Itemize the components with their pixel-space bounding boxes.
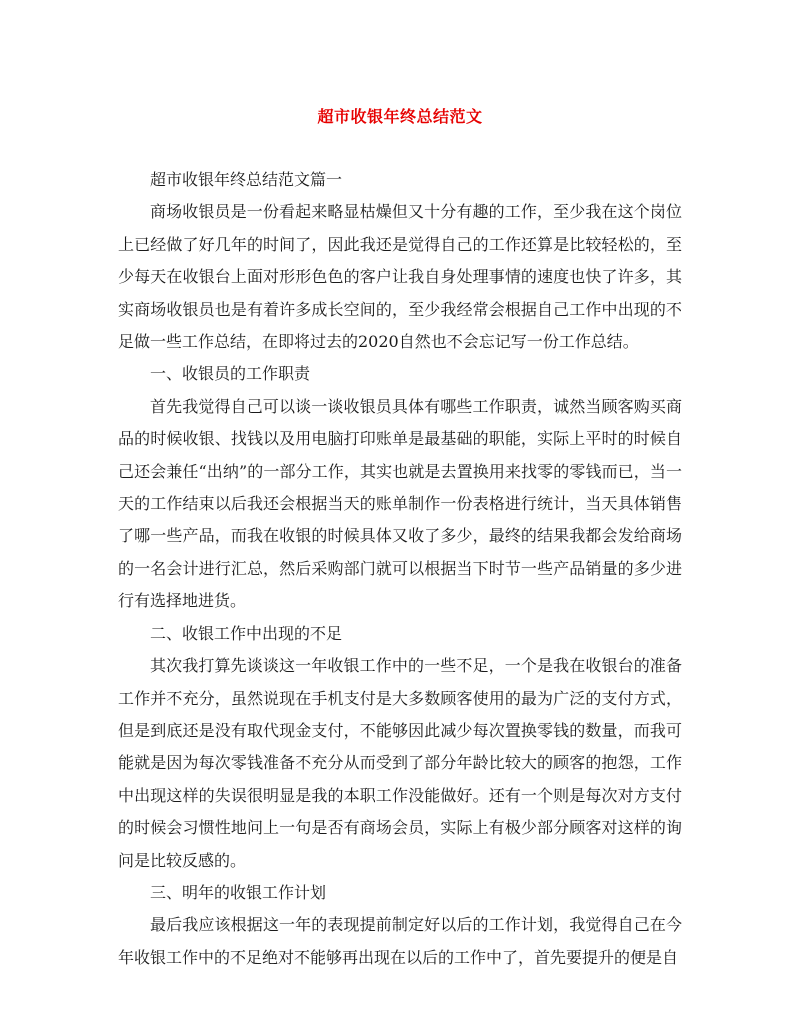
- section-heading-plan: 三、明年的收银工作计划: [150, 882, 327, 902]
- paragraph-intro: 商场收银员是一份看起来略显枯燥但又十分有趣的工作，至少我在这个岗位上已经做了好几年的时间了，因此我还是觉得自己的工作还算是比较轻松的，至少每天在收银台上面对形形色色的客户让我自身处理事情的速度也快了许多，其实商场收银员也是有着许多成长空间的，至少我经常会根据自己工作中出现的不足做一些工作总结，在即将过去的2020自然也不会忘记写一份工作总结。: [118, 202, 682, 352]
- paragraph-shortcomings: 其次我打算先谈谈这一年收银工作中的一些不足，一个是我在收银台的准备工作并不充分，虽然说现在手机支付是大多数顾客使用的最为广泛的支付方式，但是到底还是没有取代现金支付，不能够因此减少每次置换零钱的数量，而我可能就是因为每次零钱准备不充分从而受到了部分年龄比较大的顾客的抱怨，工作中出现这样的失误很明显是我的本职工作没能做好。还有一个则是每次对方支付的时候会习惯性地问上一句是否有商场会员，实际上有极少部分顾客对这样的询问是比较反感的。: [118, 656, 682, 870]
- paragraph-duties: 首先我觉得自己可以谈一谈收银员具体有哪些工作职责，诚然当顾客购买商品的时候收银、找钱以及用电脑打印账单是最基础的职能，实际上平时的时候自己还会兼任“出纳”的一部分工作，其实也就是去置换用来找零的零钱而已，当一天的工作结束以后我还会根据当天的账单制作一份表格进行统计，当天具体销售了哪一些产品，而我在收银的时候具体又收了多少，最终的结果我都会发给商场的一名会计进行汇总，然后采购部门就可以根据当下时节一些产品销量的多少进行有选择地进货。: [118, 396, 682, 611]
- section-subtitle: 超市收银年终总结范文篇一: [150, 170, 343, 189]
- section-heading-duties: 一、收银员的工作职责: [150, 364, 311, 384]
- document-title: 超市收银年终总结范文: [317, 107, 483, 126]
- paragraph-plan: 最后我应该根据这一年的表现提前制定好以后的工作计划，我觉得自己在今年收银工作中的不足绝对不能够再出现在以后的工作中了，首先要提升的便是自: [118, 915, 682, 967]
- document-body: [118, 164, 682, 974]
- section-heading-shortcomings: 二、收银工作中出现的不足: [150, 623, 343, 643]
